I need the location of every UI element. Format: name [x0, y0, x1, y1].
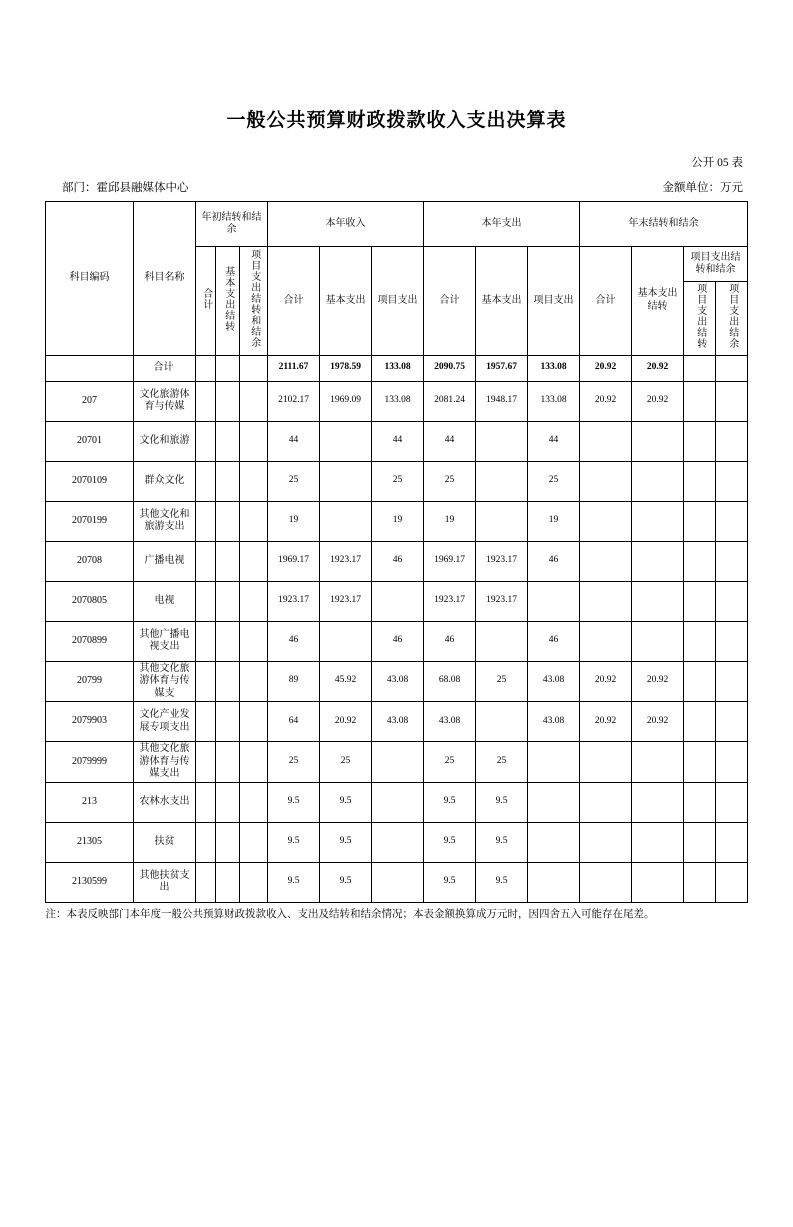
cell-expense-total: 1923.17	[424, 581, 476, 621]
cell-opening-total	[196, 381, 216, 421]
cell-closing-basic	[632, 742, 684, 783]
cell-expense-project: 133.08	[528, 381, 580, 421]
cell-code: 2130599	[46, 862, 134, 902]
cell-income-basic: 1923.17	[320, 541, 372, 581]
cell-closing-project-carry	[684, 621, 716, 661]
th-income-basic: 基本支出	[320, 247, 372, 356]
cell-name: 文化旅游体育与传媒	[134, 381, 196, 421]
cell-opening-total	[196, 355, 216, 381]
cell-opening-total	[196, 742, 216, 783]
cell-closing-total: 20.92	[580, 702, 632, 742]
cell-code: 21305	[46, 822, 134, 862]
cell-closing-project-carry	[684, 661, 716, 702]
cell-name: 广播电视	[134, 541, 196, 581]
cell-closing-project-surplus	[716, 421, 748, 461]
cell-closing-project-carry	[684, 461, 716, 501]
table-row	[46, 742, 748, 783]
cell-expense-total: 1969.17	[424, 541, 476, 581]
cell-closing-total	[580, 501, 632, 541]
cell-expense-basic	[476, 702, 528, 742]
header-row-groups	[46, 202, 748, 247]
cell-closing-total: 20.92	[580, 661, 632, 702]
cell-expense-total: 9.5	[424, 822, 476, 862]
cell-closing-project-surplus	[716, 581, 748, 621]
table-row	[46, 702, 748, 742]
table-row	[46, 621, 748, 661]
cell-opening-basic	[216, 421, 240, 461]
cell-income-total: 19	[268, 501, 320, 541]
cell-expense-project: 25	[528, 461, 580, 501]
cell-income-project: 44	[372, 421, 424, 461]
table-row	[46, 862, 748, 902]
th-closing-project-group: 项目支出结转和结余	[684, 247, 748, 282]
cell-opening-total	[196, 461, 216, 501]
cell-income-total: 2111.67	[268, 355, 320, 381]
cell-code: 213	[46, 782, 134, 822]
cell-name: 扶贫	[134, 822, 196, 862]
cell-expense-total: 9.5	[424, 862, 476, 902]
cell-expense-project	[528, 742, 580, 783]
cell-closing-total	[580, 581, 632, 621]
cell-closing-project-carry	[684, 355, 716, 381]
cell-opening-project	[240, 661, 268, 702]
page	[0, 105, 793, 1227]
cell-closing-project-carry	[684, 421, 716, 461]
cell-closing-total	[580, 822, 632, 862]
cell-income-total: 1923.17	[268, 581, 320, 621]
cell-opening-basic	[216, 381, 240, 421]
cell-expense-basic	[476, 621, 528, 661]
cell-closing-project-carry	[684, 581, 716, 621]
cell-closing-total: 20.92	[580, 355, 632, 381]
cell-income-project: 133.08	[372, 355, 424, 381]
cell-closing-basic	[632, 581, 684, 621]
table-row	[46, 661, 748, 702]
cell-income-project: 19	[372, 501, 424, 541]
cell-code: 20708	[46, 541, 134, 581]
cell-income-basic: 9.5	[320, 862, 372, 902]
cell-closing-project-surplus	[716, 742, 748, 783]
cell-income-total: 46	[268, 621, 320, 661]
cell-income-total: 89	[268, 661, 320, 702]
cell-expense-basic: 25	[476, 661, 528, 702]
cell-closing-basic	[632, 822, 684, 862]
cell-opening-project	[240, 381, 268, 421]
cell-closing-basic: 20.92	[632, 661, 684, 702]
cell-opening-project	[240, 862, 268, 902]
cell-income-total: 25	[268, 461, 320, 501]
cell-closing-total	[580, 742, 632, 783]
cell-opening-project	[240, 702, 268, 742]
table-row	[46, 421, 748, 461]
cell-closing-project-carry	[684, 702, 716, 742]
cell-income-project: 133.08	[372, 381, 424, 421]
cell-income-basic: 1923.17	[320, 581, 372, 621]
cell-closing-basic	[632, 421, 684, 461]
cell-closing-total	[580, 421, 632, 461]
cell-closing-project-carry	[684, 381, 716, 421]
cell-opening-total	[196, 581, 216, 621]
cell-name: 其他扶贫支出	[134, 862, 196, 902]
cell-expense-total: 9.5	[424, 782, 476, 822]
cell-income-total: 2102.17	[268, 381, 320, 421]
cell-opening-project	[240, 782, 268, 822]
cell-expense-project	[528, 822, 580, 862]
cell-income-basic	[320, 461, 372, 501]
cell-closing-project-surplus	[716, 355, 748, 381]
cell-opening-project	[240, 461, 268, 501]
cell-closing-project-carry	[684, 862, 716, 902]
cell-opening-total	[196, 501, 216, 541]
cell-code: 2070899	[46, 621, 134, 661]
cell-closing-basic: 20.92	[632, 355, 684, 381]
cell-expense-total: 2090.75	[424, 355, 476, 381]
th-group-opening: 年初结转和结余	[196, 202, 268, 247]
table-row	[46, 822, 748, 862]
cell-closing-project-surplus	[716, 822, 748, 862]
table-row	[46, 381, 748, 421]
cell-income-project	[372, 862, 424, 902]
cell-opening-basic	[216, 702, 240, 742]
cell-expense-basic: 1948.17	[476, 381, 528, 421]
cell-opening-total	[196, 541, 216, 581]
cell-closing-basic	[632, 621, 684, 661]
cell-expense-total: 68.08	[424, 661, 476, 702]
cell-income-basic: 1978.59	[320, 355, 372, 381]
cell-income-total: 64	[268, 702, 320, 742]
cell-code: 20701	[46, 421, 134, 461]
cell-closing-total	[580, 782, 632, 822]
cell-opening-basic	[216, 581, 240, 621]
cell-code: 20799	[46, 661, 134, 702]
cell-income-basic	[320, 501, 372, 541]
cell-code: 207	[46, 381, 134, 421]
cell-code: 2079999	[46, 742, 134, 783]
cell-income-project	[372, 742, 424, 783]
cell-closing-basic	[632, 862, 684, 902]
cell-expense-total: 46	[424, 621, 476, 661]
cell-income-basic: 9.5	[320, 782, 372, 822]
table-row	[46, 355, 748, 381]
th-code: 科目编码	[46, 202, 134, 356]
cell-expense-project: 43.08	[528, 661, 580, 702]
cell-closing-basic: 20.92	[632, 381, 684, 421]
th-opening-project: 项目支出结转和结余	[240, 247, 268, 356]
cell-closing-project-surplus	[716, 661, 748, 702]
cell-expense-basic: 1957.67	[476, 355, 528, 381]
table-row	[46, 501, 748, 541]
th-income-project: 项目支出	[372, 247, 424, 356]
cell-opening-total	[196, 621, 216, 661]
th-group-expense: 本年支出	[424, 202, 580, 247]
meta-row	[44, 179, 749, 195]
cell-expense-total: 19	[424, 501, 476, 541]
unit-label: 金额单位：万元	[662, 182, 743, 194]
cell-opening-basic	[216, 862, 240, 902]
cell-expense-project: 19	[528, 501, 580, 541]
table-body	[46, 355, 748, 902]
cell-income-total: 9.5	[268, 782, 320, 822]
cell-income-project: 43.08	[372, 702, 424, 742]
cell-code	[46, 355, 134, 381]
cell-expense-basic: 9.5	[476, 822, 528, 862]
cell-opening-basic	[216, 822, 240, 862]
cell-opening-total	[196, 862, 216, 902]
cell-income-project	[372, 822, 424, 862]
cell-income-total: 9.5	[268, 822, 320, 862]
cell-income-total: 25	[268, 742, 320, 783]
cell-closing-total	[580, 862, 632, 902]
cell-opening-project	[240, 742, 268, 783]
cell-income-project: 43.08	[372, 661, 424, 702]
cell-expense-project: 43.08	[528, 702, 580, 742]
cell-closing-total: 20.92	[580, 381, 632, 421]
table-row	[46, 581, 748, 621]
cell-income-basic: 20.92	[320, 702, 372, 742]
cell-closing-project-surplus	[716, 621, 748, 661]
cell-expense-total: 2081.24	[424, 381, 476, 421]
cell-closing-basic	[632, 541, 684, 581]
cell-closing-project-surplus	[716, 862, 748, 902]
cell-income-project	[372, 782, 424, 822]
cell-closing-project-carry	[684, 822, 716, 862]
th-expense-total: 合计	[424, 247, 476, 356]
cell-expense-project	[528, 782, 580, 822]
cell-income-project: 46	[372, 621, 424, 661]
cell-closing-project-surplus	[716, 782, 748, 822]
cell-opening-basic	[216, 541, 240, 581]
th-income-total: 合计	[268, 247, 320, 356]
cell-expense-basic	[476, 421, 528, 461]
cell-name: 群众文化	[134, 461, 196, 501]
cell-income-project: 25	[372, 461, 424, 501]
cell-name: 其他广播电视支出	[134, 621, 196, 661]
cell-closing-basic	[632, 501, 684, 541]
budget-table	[45, 201, 748, 903]
cell-income-basic	[320, 421, 372, 461]
cell-expense-basic: 1923.17	[476, 581, 528, 621]
form-code: 公开 05 表	[691, 157, 743, 169]
cell-expense-project: 133.08	[528, 355, 580, 381]
cell-income-basic: 25	[320, 742, 372, 783]
cell-expense-project: 46	[528, 541, 580, 581]
cell-expense-total: 43.08	[424, 702, 476, 742]
cell-expense-basic: 9.5	[476, 782, 528, 822]
cell-closing-project-surplus	[716, 541, 748, 581]
cell-opening-project	[240, 822, 268, 862]
table-row	[46, 541, 748, 581]
cell-code: 2070805	[46, 581, 134, 621]
table-row	[46, 782, 748, 822]
cell-expense-basic: 1923.17	[476, 541, 528, 581]
th-opening-basic: 基本支出结转	[216, 247, 240, 356]
cell-expense-total: 25	[424, 461, 476, 501]
cell-expense-project: 46	[528, 621, 580, 661]
cell-income-project: 46	[372, 541, 424, 581]
cell-opening-project	[240, 541, 268, 581]
th-closing-basic: 基本支出结转	[632, 247, 684, 356]
cell-name: 文化和旅游	[134, 421, 196, 461]
th-expense-project: 项目支出	[528, 247, 580, 356]
cell-closing-project-surplus	[716, 381, 748, 421]
cell-expense-basic	[476, 461, 528, 501]
cell-expense-basic	[476, 501, 528, 541]
cell-name: 其他文化旅游体育与传媒支	[134, 661, 196, 702]
table-row	[46, 461, 748, 501]
cell-name: 电视	[134, 581, 196, 621]
cell-closing-project-surplus	[716, 461, 748, 501]
cell-income-project	[372, 581, 424, 621]
cell-name: 合计	[134, 355, 196, 381]
cell-opening-project	[240, 421, 268, 461]
cell-closing-project-carry	[684, 541, 716, 581]
cell-closing-total	[580, 541, 632, 581]
cell-opening-total	[196, 661, 216, 702]
cell-closing-basic	[632, 461, 684, 501]
th-group-income: 本年收入	[268, 202, 424, 247]
cell-name: 其他文化和旅游支出	[134, 501, 196, 541]
cell-income-basic: 45.92	[320, 661, 372, 702]
cell-opening-total	[196, 702, 216, 742]
cell-closing-project-surplus	[716, 501, 748, 541]
cell-opening-basic	[216, 621, 240, 661]
cell-name: 其他文化旅游体育与传媒支出	[134, 742, 196, 783]
cell-opening-basic	[216, 661, 240, 702]
cell-opening-project	[240, 355, 268, 381]
cell-closing-basic	[632, 782, 684, 822]
cell-opening-basic	[216, 742, 240, 783]
cell-name: 文化产业发展专项支出	[134, 702, 196, 742]
cell-expense-project	[528, 581, 580, 621]
th-closing-project-carry: 项目支出结转	[684, 282, 716, 356]
cell-opening-total	[196, 822, 216, 862]
cell-code: 2079903	[46, 702, 134, 742]
cell-name: 农林水支出	[134, 782, 196, 822]
cell-income-basic: 1969.09	[320, 381, 372, 421]
th-expense-basic: 基本支出	[476, 247, 528, 356]
cell-expense-basic: 25	[476, 742, 528, 783]
th-opening-total: 合计	[196, 247, 216, 356]
cell-closing-project-carry	[684, 742, 716, 783]
cell-expense-total: 44	[424, 421, 476, 461]
department-label: 部门：霍邱县融媒体中心	[62, 182, 189, 194]
cell-opening-basic	[216, 461, 240, 501]
cell-closing-project-surplus	[716, 702, 748, 742]
page-title: 一般公共预算财政拨款收入支出决算表	[226, 110, 567, 131]
cell-closing-basic: 20.92	[632, 702, 684, 742]
cell-code: 2070109	[46, 461, 134, 501]
table-note: 注：本表反映部门本年度一般公共预算财政拨款收入、支出及结转和结余情况；本表金额换算成万元时，因四舍五入可能存在尾差。	[45, 908, 655, 920]
cell-expense-total: 25	[424, 742, 476, 783]
cell-opening-total	[196, 782, 216, 822]
cell-expense-project: 44	[528, 421, 580, 461]
cell-opening-basic	[216, 501, 240, 541]
th-group-closing: 年末结转和结余	[580, 202, 748, 247]
cell-expense-basic: 9.5	[476, 862, 528, 902]
cell-income-total: 44	[268, 421, 320, 461]
cell-opening-basic	[216, 782, 240, 822]
cell-opening-basic	[216, 355, 240, 381]
cell-income-basic: 9.5	[320, 822, 372, 862]
th-name: 科目名称	[134, 202, 196, 356]
cell-closing-project-carry	[684, 501, 716, 541]
cell-income-total: 9.5	[268, 862, 320, 902]
table-header	[46, 202, 748, 356]
cell-opening-total	[196, 421, 216, 461]
th-closing-project-surplus: 项目支出结余	[716, 282, 748, 356]
cell-closing-total	[580, 621, 632, 661]
cell-opening-project	[240, 501, 268, 541]
cell-expense-project	[528, 862, 580, 902]
cell-closing-project-carry	[684, 782, 716, 822]
cell-opening-project	[240, 581, 268, 621]
cell-closing-total	[580, 461, 632, 501]
cell-income-basic	[320, 621, 372, 661]
cell-opening-project	[240, 621, 268, 661]
th-closing-total: 合计	[580, 247, 632, 356]
cell-income-total: 1969.17	[268, 541, 320, 581]
cell-code: 2070199	[46, 501, 134, 541]
